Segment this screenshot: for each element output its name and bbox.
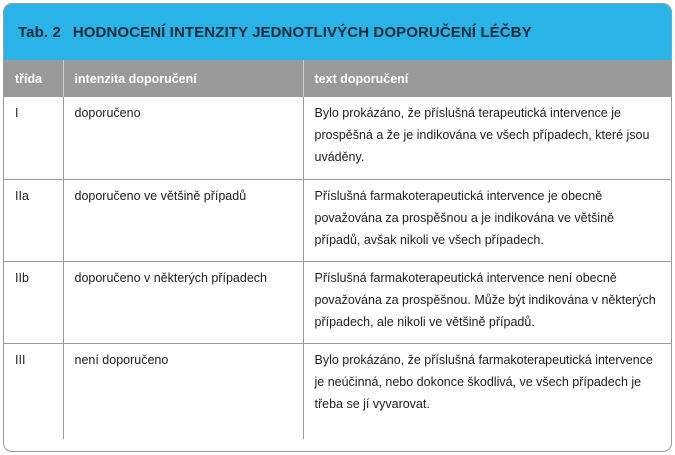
table-card bbox=[3, 3, 672, 452]
table-title-bar bbox=[4, 4, 671, 60]
table-title: HODNOCENÍ INTENZITY JEDNOTLIVÝCH DOPORUČENÍ LÉČBY bbox=[72, 23, 532, 41]
text-cell: Příslušná farmakoterapeutická intervence je obecně považována za prospěšnou a je indikována ve většině případů, avšak nikoli ve všech případech. bbox=[303, 180, 671, 262]
intensity-cell: doporučeno bbox=[63, 97, 303, 180]
recommendation-table bbox=[4, 60, 671, 439]
class-cell: I bbox=[15, 106, 19, 120]
column-header-class: třída bbox=[4, 60, 63, 97]
table-row bbox=[4, 97, 671, 180]
class-cell: IIb bbox=[4, 262, 63, 344]
table-row bbox=[4, 262, 671, 344]
intensity-cell: doporučeno ve většině případů bbox=[63, 180, 303, 262]
intensity-cell: není doporučeno bbox=[63, 344, 303, 440]
text-cell: Bylo prokázáno, že příslušná terapeutická intervence je prospěšná a že je indikována ve všech případech, které jsou uváděny. bbox=[303, 97, 671, 180]
header-row bbox=[4, 60, 671, 97]
intensity-cell: doporučeno v některých případech bbox=[63, 262, 303, 344]
column-header-intensity: intenzita doporučení bbox=[63, 60, 303, 97]
column-header-text: text doporučení bbox=[303, 60, 671, 97]
text-cell: Bylo prokázáno, že příslušná farmakoterapeutická intervence je neúčinná, nebo dokonce škodlivá, ve všech případech je třeba se jí vyvarovat. bbox=[303, 344, 671, 440]
class-cell: III bbox=[4, 344, 63, 440]
text-cell: Příslušná farmakoterapeutická intervence není obecně považována za prospěšnou. Může být indikována v některých případech, ale nikoli ve většině případů. bbox=[303, 262, 671, 344]
table-row bbox=[4, 344, 671, 440]
table-label: Tab. 2 bbox=[18, 23, 61, 41]
class-cell: IIa bbox=[4, 180, 63, 262]
table-row bbox=[4, 180, 671, 262]
